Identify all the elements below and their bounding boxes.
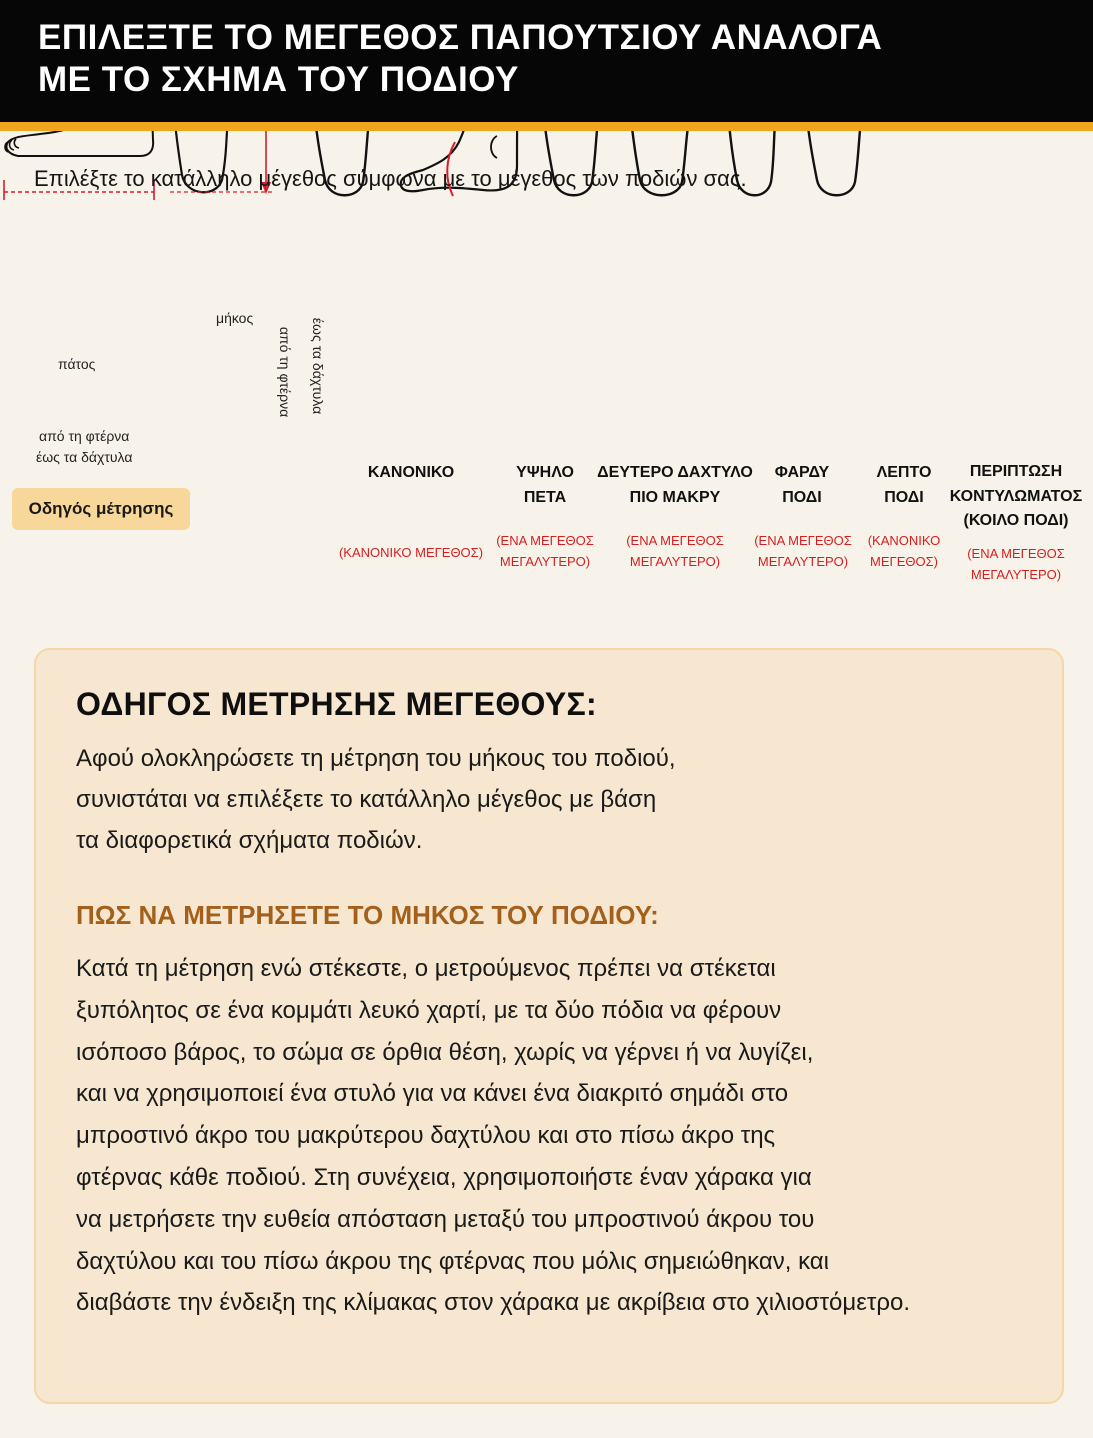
guide-title: ΟΔΗΓΟΣ ΜΕΤΡΗΣΗΣ ΜΕΓΕΘΟΥΣ: [76, 686, 597, 722]
shape-note-wide: (ΕΝΑ ΜΕΓΕΘΟΣ ΜΕΓΑΛΥΤΕΡΟ) [754, 533, 852, 569]
top-length-label: μήκος [216, 310, 254, 326]
shape-name-wide: ΦΑΡΔΥ ΠΟΔΙ [774, 464, 830, 506]
size-guide-panel [34, 648, 1064, 1404]
top-vertical-label-2: έως τα δάχτυλα [310, 317, 327, 415]
side-length-label: από τη φτέρνα έως τα δάχτυλα [36, 428, 133, 465]
shape-name-normal: ΚΑΝΟΝΙΚΟ [367, 464, 455, 481]
shape-name-high-arch: ΥΨΗΛΟ ΠΕΤΑ [516, 464, 574, 506]
top-vertical-label-1: από τη φτέρνα [277, 326, 294, 418]
guide-paragraph: Αφού ολοκληρώσετε τη μέτρηση του μήκους του ποδιού, συνιστάται να επιλέξετε το κατάλληλο μέγεθος με βάση τα διαφορετικά σχήματα ποδιών. [76, 745, 676, 854]
page-header [0, 0, 1093, 122]
shape-note-second-toe: (ΕΝΑ ΜΕΓΕΘΟΣ ΜΕΓΑΛΥΤΕΡΟ) [626, 533, 724, 569]
intro-text: Επιλέξτε το κατάλληλο μέγεθος σύμφωνα με το μέγεθος των ποδιών σας. [34, 166, 747, 191]
header-accent-stripe [0, 122, 1093, 131]
measurement-guide-button[interactable]: Οδηγός μέτρησης [12, 488, 190, 530]
sole-label: πάτος [58, 356, 96, 372]
shape-note-normal: (ΚΑΝΟΝΙΚΟ ΜΕΓΕΘΟΣ) [338, 545, 484, 560]
how-to-measure-paragraph: Κατά τη μέτρηση ενώ στέκεστε, ο μετρούμενος πρέπει να στέκεται ξυπόλητος σε ένα κομμάτι λευκό χαρτί, με τα δύο πόδια να φέρουν ισόποσο βάρος, το σώμα σε όρθια θέση, χωρίς να γέρνει ή να λυγίζει, και να χρησιμοποιεί ένα στυλό για να κάνει ένα διακριτό σημάδι στο μπροστινό άκρο του μακρύτερου δαχτύλου και στο πίσω άκρο της φτέρνας κάθε ποδιού. Στη συνέχεια, χρησιμοποιήστε έναν χάρακα για να μετρήσετε την ευθεία απόσταση μεταξύ του μπροστινού άκρου του δαχτύλου και του πίσω άκρου της φτέρνας που μόλις σημειώθηκαν, και διαβάστε την ένδειξη της κλίμακας στον χάρακα με ακρίβεια στο χιλιοστόμετρο. [76, 955, 911, 1317]
shape-note-bunion: (ΕΝΑ ΜΕΓΕΘΟΣ ΜΕΓΑΛΥΤΕΡΟ) [967, 546, 1065, 582]
page-title-line-1: ΕΠΙΛΕΞΤΕ ΤΟ ΜΕΓΕΘΟΣ ΠΑΠΟΥΤΣΙΟΥ ΑΝΑΛΟΓΑ [38, 18, 883, 57]
shape-note-high-arch: (ΕΝΑ ΜΕΓΕΘΟΣ ΜΕΓΑΛΥΤΕΡΟ) [496, 533, 594, 569]
shape-note-narrow: (ΚΑΝΟΝΙΚΟ ΜΕΓΕΘΟΣ) [867, 533, 941, 569]
shape-name-narrow: ΛΕΠΤΟ ΠΟΔΙ [876, 464, 932, 506]
shape-name-second-toe: ΔΕΥΤΕΡΟ ΔΑΧΤΥΛΟ ΠΙΟ ΜΑΚΡΥ [597, 464, 753, 506]
shape-name-bunion: ΠΕΡΙΠΤΩΣΗ ΚΟΝΤΥΛΩΜΑΤΟΣ (ΚΟΙΛΟ ΠΟΔΙ) [949, 463, 1083, 529]
page-title-line-2: ΜΕ ΤΟ ΣΧΗΜΑ ΤΟΥ ΠΟΔΙΟΥ [38, 60, 519, 99]
how-to-measure-title: ΠΩΣ ΝΑ ΜΕΤΡΗΣΕΤΕ ΤΟ ΜΗΚΟΣ ΤΟΥ ΠΟΔΙΟΥ: [76, 900, 659, 930]
